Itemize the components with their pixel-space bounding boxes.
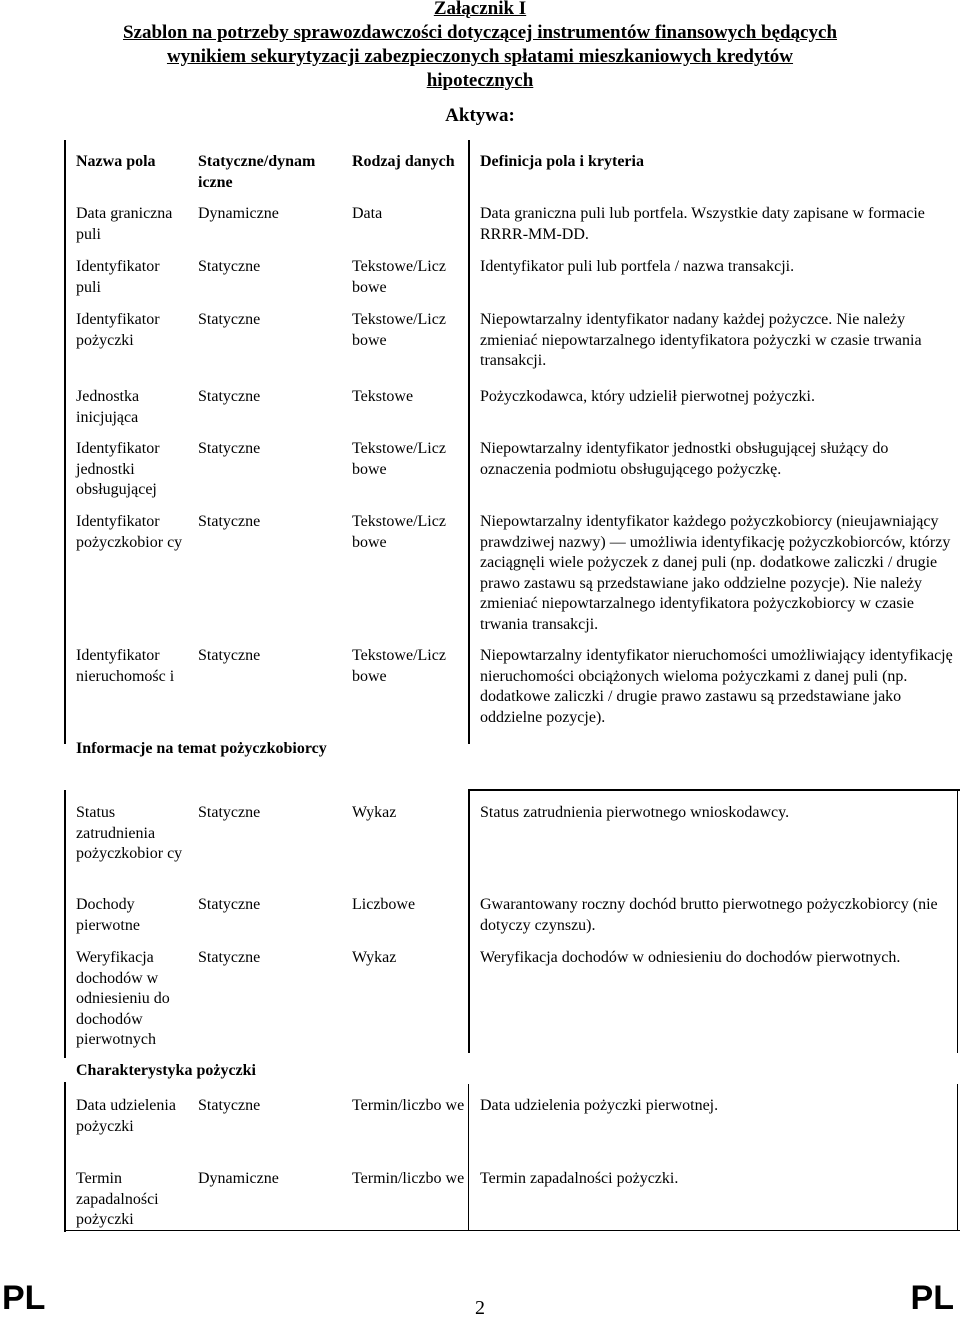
field-kind: Statyczne — [198, 388, 261, 405]
table-row — [64, 801, 960, 893]
section-borrower-heading: Informacje na temat pożyczkobiorcy — [76, 740, 327, 757]
field-definition: Niepowtarzalny identyfikator każdego pożyczkobiorcy (nieujawniający prawdziwej nazwy) — umożliwia identyfikację pożyczkobiorców, którzy zaciągnęli wiele pożyczek z danej puli (np. dodatkowe zaliczki / drugie prawo zastawu są przedstawiane jako oddzielne pozycje). Nie należy zmieniać niepowtarzalnego identyfikatora pożyczkobiorcy w czasie trwania transakcji. — [480, 513, 951, 633]
field-name: Identyfikator nieruchomośc i — [76, 647, 175, 685]
table-row — [64, 385, 960, 437]
header-field-name: Nazwa pola — [76, 153, 156, 170]
field-type: Tekstowe/Licz bowe — [352, 440, 446, 478]
field-kind: Statyczne — [198, 513, 261, 530]
page-number: 2 — [475, 1297, 485, 1317]
title-line-4: hipotecznych — [426, 70, 534, 91]
field-definition: Niepowtarzalny identyfikator nadany każdej pożyczce. Nie należy zmieniać niepowtarzalnego identyfikatora pożyczki w czasie trwania transakcji. — [480, 311, 922, 369]
field-name: Identyfikator pożyczkobior cy — [76, 513, 183, 551]
table-top-border — [468, 789, 960, 791]
header-definition: Definicja pola i kryteria — [480, 153, 644, 170]
field-type: Wykaz — [352, 949, 397, 966]
table-row — [64, 437, 960, 510]
field-definition: Niepowtarzalny identyfikator jednostki obsługującej służący do oznaczenia podmiotu obsługującego pożyczkę. — [480, 440, 889, 478]
table-row — [64, 308, 960, 385]
field-kind: Statyczne — [198, 949, 261, 966]
field-definition: Data udzielenia pożyczki pierwotnej. — [480, 1097, 719, 1114]
field-name: Dochody pierwotne — [76, 896, 140, 934]
field-type: Tekstowe/Licz bowe — [352, 513, 446, 551]
field-name: Data graniczna puli — [76, 205, 173, 243]
assets-heading: Aktywa: — [445, 105, 515, 126]
field-type: Data — [352, 205, 383, 222]
field-name: Jednostka inicjująca — [76, 388, 140, 426]
field-type: Tekstowe/Licz bowe — [352, 311, 446, 349]
field-name: Status zatrudnienia pożyczkobior cy — [76, 804, 183, 862]
annex-number: Załącznik I — [433, 0, 527, 19]
field-kind: Dynamiczne — [198, 205, 279, 222]
field-kind: Statyczne — [198, 804, 261, 821]
field-definition: Pożyczkodawca, który udzielił pierwotnej pożyczki. — [480, 388, 815, 405]
header-static-dynamic: Statyczne/dynam iczne — [198, 153, 316, 191]
field-definition: Status zatrudnienia pierwotnego wnioskodawcy. — [480, 804, 790, 821]
section-loan-heading: Charakterystyka pożyczki — [76, 1062, 256, 1079]
footer-language-right: PL — [910, 1279, 954, 1317]
field-name: Weryfikacja dochodów w odniesieniu do dochodów pierwotnych — [76, 949, 170, 1048]
table-header-row — [64, 150, 960, 202]
table-row — [64, 1094, 960, 1167]
table-row — [64, 202, 960, 255]
field-type: Tekstowe — [352, 388, 414, 405]
table-row — [64, 510, 960, 644]
field-type: Termin/liczbo we — [352, 1097, 465, 1114]
field-name: Data udzielenia pożyczki — [76, 1097, 176, 1135]
borrower-table — [64, 801, 960, 1056]
table-row — [64, 893, 960, 946]
fields-table — [64, 150, 960, 736]
field-type: Tekstowe/Licz bowe — [352, 258, 446, 296]
field-name: Identyfikator puli — [76, 258, 160, 296]
field-name: Identyfikator jednostki obsługującej — [76, 440, 160, 498]
field-definition: Termin zapadalności pożyczki. — [480, 1170, 679, 1187]
title-line-3: wynikiem sekurytyzacji zabezpieczonych spłatami mieszkaniowych kredytów — [166, 46, 794, 67]
loan-table — [64, 1094, 960, 1231]
field-kind: Statyczne — [198, 311, 261, 328]
field-type: Tekstowe/Licz bowe — [352, 647, 446, 685]
field-name: Identyfikator pożyczki — [76, 311, 160, 349]
table-row — [64, 255, 960, 308]
footer-language-left: PL — [2, 1279, 46, 1317]
field-definition: Data graniczna puli lub portfela. Wszystkie daty zapisane w formacie RRRR-MM-DD. — [480, 205, 925, 243]
field-definition: Weryfikacja dochodów w odniesieniu do dochodów pierwotnych. — [480, 949, 901, 966]
field-type: Termin/liczbo we — [352, 1170, 465, 1187]
field-definition: Niepowtarzalny identyfikator nieruchomości umożliwiający identyfikację nieruchomości obciążonych wieloma pożyczkami z danej puli (np. dodatkowe zaliczki / drugie prawo zastawu są przedstawiane jako oddzielne pozycje). — [480, 647, 953, 726]
field-name: Termin zapadalności pożyczki — [76, 1170, 159, 1228]
field-kind: Statyczne — [198, 647, 261, 664]
field-definition: Gwarantowany roczny dochód brutto pierwotnego pożyczkobiorcy (nie dotyczy czynszu). — [480, 896, 938, 934]
field-kind: Statyczne — [198, 1097, 261, 1114]
annex-title — [0, 0, 960, 93]
field-kind: Dynamiczne — [198, 1170, 279, 1187]
table-row — [64, 946, 960, 1056]
header-data-type: Rodzaj danych — [352, 153, 455, 170]
field-type: Wykaz — [352, 804, 397, 821]
field-type: Liczbowe — [352, 896, 416, 913]
field-definition: Identyfikator puli lub portfela / nazwa transakcji. — [480, 258, 795, 275]
title-line-2: Szablon na potrzeby sprawozdawczości dotyczącej instrumentów finansowych będących — [122, 22, 838, 43]
field-kind: Statyczne — [198, 258, 261, 275]
field-kind: Statyczne — [198, 896, 261, 913]
table-row — [64, 1167, 960, 1231]
table-row — [64, 644, 960, 736]
field-kind: Statyczne — [198, 440, 261, 457]
